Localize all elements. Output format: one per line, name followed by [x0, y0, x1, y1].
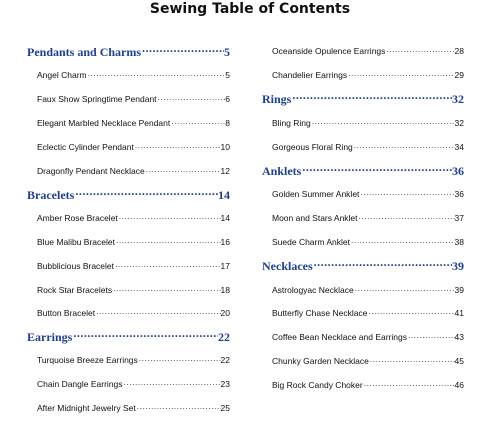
dot-leader [112, 284, 220, 293]
toc-entry[interactable] [27, 141, 230, 152]
dot-leader [347, 69, 454, 78]
toc-entry-label: Big Rock Candy Choker [272, 379, 363, 390]
toc-page-number: 32 [452, 92, 464, 106]
toc-entry[interactable] [27, 307, 230, 318]
toc-entry-label: Chunky Garden Necklace [272, 355, 369, 366]
dot-leader [87, 69, 226, 78]
dot-leader [95, 307, 220, 316]
toc-page-number: 23 [220, 378, 230, 389]
toc-page-number: 22 [220, 354, 230, 365]
toc-section-label: Necklaces [262, 259, 313, 273]
toc-entry-label: Coffee Bean Necklace and Earrings [272, 331, 407, 342]
toc-entry-label: Turquoise Breeze Earrings [37, 354, 138, 365]
toc-entry[interactable] [262, 379, 464, 390]
toc-entry-label: Butterfly Chase Necklace [272, 307, 368, 318]
toc-entry-label: Rock Star Bracelets [37, 284, 113, 295]
toc-entry-label: Golden Summer Anklet [272, 188, 360, 199]
dot-leader [157, 93, 226, 102]
toc-entry-label: Gorgeous Floral Ring [272, 141, 353, 152]
toc-entry[interactable] [27, 93, 230, 104]
toc-page-number: 20 [220, 307, 230, 318]
dot-leader [313, 258, 452, 270]
toc-entry-label: Button Bracelet [37, 307, 96, 318]
toc-entry-label: Suede Charm Anklet [272, 236, 350, 247]
dot-leader [407, 331, 455, 340]
toc-entry-label: Eclectic Cylinder Pendant [37, 141, 134, 152]
dot-leader [363, 379, 455, 388]
toc-entry[interactable] [27, 117, 230, 128]
toc-entry[interactable] [262, 355, 464, 366]
toc-section-necklaces[interactable] [262, 258, 464, 274]
toc-page-number: 37 [454, 212, 464, 223]
toc-section-label: Pendants and Charms [27, 45, 142, 59]
toc-page-number: 46 [454, 379, 464, 390]
toc-entry-label: Blue Malibu Bracelet [37, 236, 115, 247]
toc-entry[interactable] [262, 117, 464, 128]
toc-entry[interactable] [262, 212, 464, 223]
toc-page-number: 32 [454, 117, 464, 128]
dot-leader [74, 187, 218, 199]
toc-entry-label: Elegant Marbled Necklace Pendant [37, 117, 171, 128]
toc-entry-label: Faux Show Springtime Pendant [37, 93, 157, 104]
toc-entry-label: Chandelier Earrings [272, 69, 348, 80]
toc-entry[interactable] [262, 284, 464, 295]
toc-entry-label: Moon and Stars Anklet [272, 212, 358, 223]
dot-leader [354, 284, 455, 293]
toc-entry[interactable] [27, 212, 230, 223]
toc-section-rings[interactable] [262, 91, 464, 107]
dot-leader [145, 165, 221, 174]
toc-section-pendants-and-charms[interactable] [27, 44, 230, 60]
toc-entry[interactable] [27, 260, 230, 271]
dot-leader [369, 355, 455, 364]
toc-entry-label: Amber Rose Bracelet [37, 212, 118, 223]
toc-section-label: Earrings [27, 330, 73, 344]
dot-leader [136, 402, 221, 411]
dot-leader [118, 212, 221, 221]
toc-page-number: 25 [220, 402, 230, 413]
toc-entry-label: Bling Ring [272, 117, 311, 128]
toc-entry-label: Bubblicious Bracelet [37, 260, 115, 271]
toc-entry-label: After Midnight Jewelry Set [37, 402, 136, 413]
toc-entry[interactable] [27, 402, 230, 413]
toc-page-number: 36 [454, 188, 464, 199]
toc-section-anklets[interactable] [262, 163, 464, 179]
toc-entry-label: Chain Dangle Earrings [37, 378, 123, 389]
toc-page-number: 45 [454, 355, 464, 366]
dot-leader [311, 117, 455, 126]
toc-page-number: 38 [454, 236, 464, 247]
toc-entry[interactable] [262, 236, 464, 247]
dot-leader [72, 329, 218, 341]
toc-page-number: 36 [452, 164, 464, 178]
toc-page-number: 29 [454, 69, 464, 80]
toc-entry[interactable] [262, 188, 464, 199]
dot-leader [134, 141, 221, 150]
toc-entry[interactable] [27, 236, 230, 247]
toc-page-number: 12 [220, 165, 230, 176]
dot-leader [170, 117, 225, 126]
toc-page-number: 16 [220, 236, 230, 247]
dot-leader [138, 354, 221, 363]
page-title: Sewing Table of Contents [149, 1, 351, 17]
toc-page-number: 14 [218, 188, 230, 202]
toc-entry-label: Astrologyac Necklace [272, 284, 354, 295]
toc-page-number: 6 [225, 93, 230, 104]
toc-entry[interactable] [262, 45, 464, 56]
toc-page-number: 5 [224, 45, 230, 59]
toc-section-label: Rings [262, 92, 292, 106]
toc-entry[interactable] [27, 284, 230, 295]
dot-leader [114, 260, 221, 269]
toc-section-earrings[interactable] [27, 329, 230, 345]
dot-leader [385, 45, 454, 54]
toc-page-number: 34 [454, 141, 464, 152]
toc-entry[interactable] [27, 165, 230, 176]
toc-entry[interactable] [262, 307, 464, 318]
dot-leader [358, 212, 455, 221]
toc-section-bracelets[interactable] [27, 187, 230, 203]
toc-section-label: Anklets [262, 164, 302, 178]
toc-page-number: 39 [454, 284, 464, 295]
dot-leader [123, 378, 221, 387]
toc-page-number: 28 [454, 45, 464, 56]
toc-page-number: 14 [220, 212, 230, 223]
toc-page-number: 10 [220, 141, 230, 152]
toc-entry[interactable] [262, 69, 464, 80]
toc-page-number: 22 [218, 330, 230, 344]
toc-page-number: 41 [454, 307, 464, 318]
dot-leader [353, 141, 455, 150]
toc-entry-label: Oceanside Opulence Earrings [272, 45, 386, 56]
toc-entry[interactable] [262, 141, 464, 152]
dot-leader [141, 44, 224, 56]
toc-page-number: 8 [225, 117, 230, 128]
toc-entry[interactable] [27, 69, 230, 80]
dot-leader [367, 307, 454, 316]
toc-page-number: 17 [220, 260, 230, 271]
toc-entry[interactable] [262, 331, 464, 342]
toc-page-number: 5 [225, 69, 230, 80]
dot-leader [301, 163, 452, 175]
toc-entry-label: Angel Charm [37, 69, 87, 80]
dot-leader [115, 236, 221, 245]
toc-entry-label: Dragonfly Pendant Necklace [37, 165, 145, 176]
toc-section-label: Bracelets [27, 188, 75, 202]
toc-entry[interactable] [27, 354, 230, 365]
toc-page-number: 43 [454, 331, 464, 342]
dot-leader [291, 91, 452, 103]
dot-leader [359, 188, 454, 197]
dot-leader [350, 236, 455, 245]
toc-page-number: 18 [220, 284, 230, 295]
toc-page-number: 39 [452, 259, 464, 273]
toc-entry[interactable] [27, 378, 230, 389]
